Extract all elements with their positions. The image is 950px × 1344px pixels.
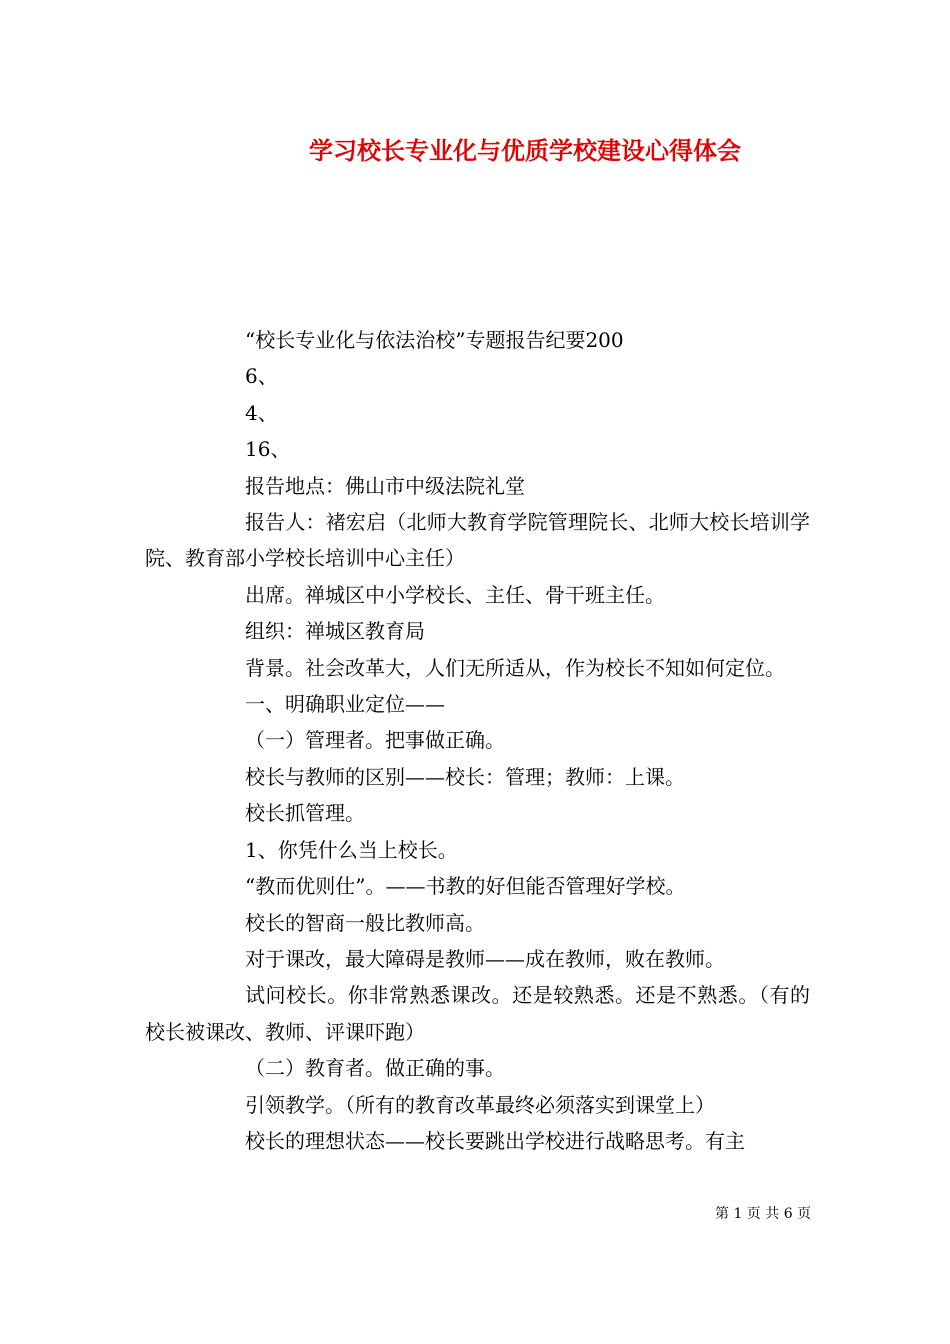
paragraph: 4、: [245, 400, 278, 425]
page-number: 第 1 页 共 6 页: [715, 1206, 812, 1222]
paragraph: （二）教育者。做正确的事。: [245, 1056, 505, 1081]
paragraph: 一、明确职业定位——: [245, 692, 445, 717]
paragraph: 校长抓管理。: [245, 801, 365, 826]
paragraph: 16、: [245, 437, 291, 462]
paragraph: 试问校长。你非常熟悉课改。还是较熟悉。还是不熟悉。（有的校长被课改、教师、评课吓跑）: [145, 983, 810, 1044]
paragraph: 对于课改，最大障碍是教师——成在教师，败在教师。: [245, 946, 725, 971]
paragraph: 组织：禅城区教育局: [245, 619, 425, 644]
paragraph: 1、你凭什么当上校长。: [245, 837, 458, 862]
document-title: 学习校长专业化与优质学校建设心得体会: [309, 137, 741, 165]
paragraph: 引领教学。（所有的教育改革最终必须落实到课堂上）: [245, 1092, 715, 1117]
paragraph: 报告地点：佛山市中级法院礼堂: [245, 473, 525, 498]
paragraph: 6、: [245, 364, 278, 389]
paragraph: （一）管理者。把事做正确。: [245, 728, 505, 753]
paragraph: 报告人：褚宏启（北师大教育学院管理院长、北师大校长培训学院、教育部小学校长培训中心主任）: [145, 510, 810, 571]
paragraph: “教而优则仕”。——书教的好但能否管理好学校。: [245, 874, 686, 899]
paragraph: 校长与教师的区别——校长：管理；教师：上课。: [245, 764, 685, 789]
paragraph: 校长的智商一般比教师高。: [245, 910, 485, 935]
paragraph: “校长专业化与依法治校”专题报告纪要200: [245, 328, 624, 352]
paragraph: 校长的理想状态——校长要跳出学校进行战略思考。有主: [245, 1128, 745, 1153]
paragraph: 出席。禅城区中小学校长、主任、骨干班主任。: [245, 582, 665, 607]
paragraph: 背景。社会改革大，人们无所适从，作为校长不知如何定位。: [245, 655, 785, 680]
document-body: [145, 322, 810, 1159]
